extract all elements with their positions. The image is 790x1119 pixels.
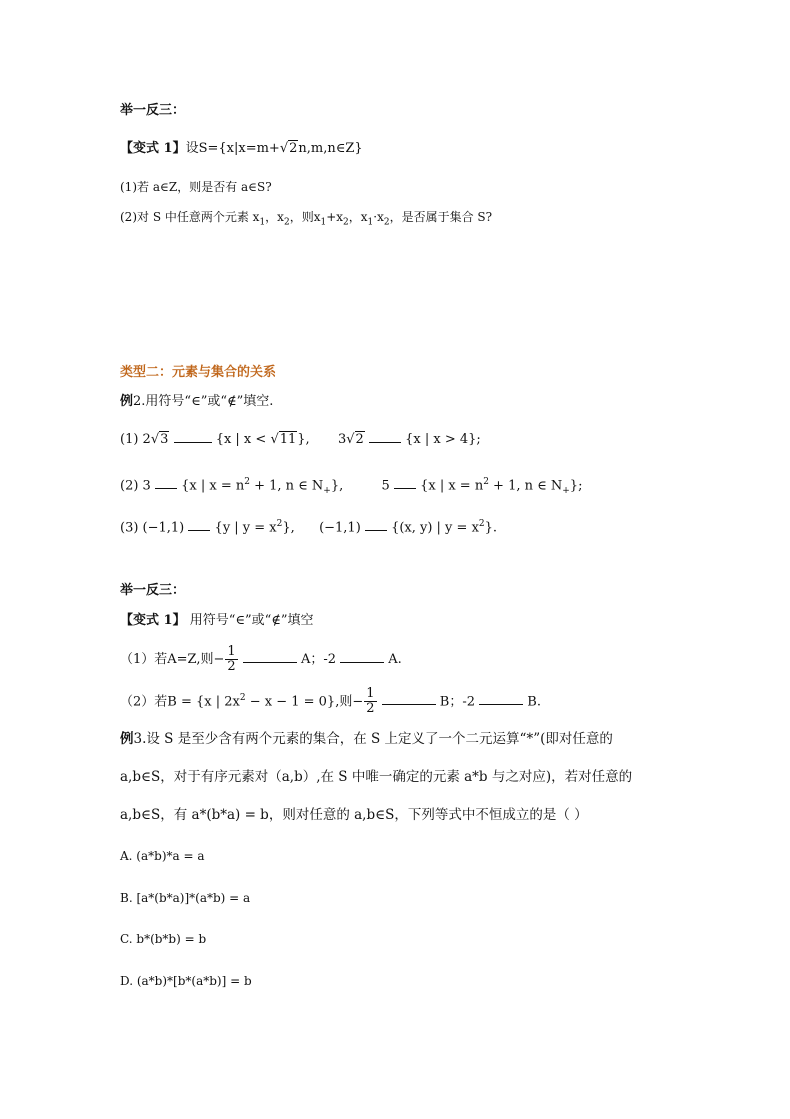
part-text: A. — [388, 652, 402, 667]
set-expr: {x | x > 4}; — [405, 432, 481, 447]
question-1: (1)若 a∈Z，则是否有 a∈S? — [120, 180, 272, 194]
part-text: （2）若B = {x | 2x — [120, 694, 240, 710]
answer-blank[interactable] — [340, 650, 384, 663]
example-2-row-3 — [120, 514, 497, 538]
set-expr: + 1, n ∈ N — [488, 478, 563, 494]
question-2 — [120, 207, 492, 232]
example-2-row-1 — [120, 430, 481, 450]
expr: 3 — [337, 432, 347, 447]
sqrt-symbol: √3 — [150, 432, 169, 447]
q2-text: ，x — [348, 210, 368, 224]
sup: 2 — [483, 477, 489, 487]
radicand: 3 — [160, 432, 169, 447]
q2-text: (2)对 S 中任意两个元素 x — [120, 210, 260, 224]
sup: 2 — [276, 519, 283, 529]
expr: (1) 2 — [120, 432, 151, 447]
radicand: 2 — [355, 432, 364, 447]
set-expr: {y | y = x — [214, 520, 277, 536]
practice-title-1: 举一反三： — [120, 103, 186, 118]
set-expr: {x | x = n — [420, 478, 484, 494]
sup: 2 — [244, 477, 250, 487]
answer-blank[interactable] — [382, 692, 436, 705]
variant-1b-part-1 — [120, 645, 402, 675]
example-text: 2.用符号“∈”或“∉”填空. — [133, 394, 274, 409]
set-expr: {x | x = n — [181, 478, 245, 494]
sqrt-symbol: √11 — [270, 432, 297, 447]
q2-text: +x — [326, 210, 344, 224]
answer-blank[interactable] — [243, 650, 297, 663]
section-heading: 类型二：元素与集合的关系 — [120, 365, 277, 380]
sqrt-symbol: √2 — [346, 432, 364, 447]
sub: 2 — [283, 217, 290, 228]
variant-1b-statement — [120, 611, 314, 631]
expr: (2) 3 — [120, 478, 151, 494]
option-b[interactable]: B. [a*(b*a)]*(a*b) = a — [120, 891, 251, 905]
example-2-row-2 — [120, 472, 582, 501]
variant-1-statement — [120, 139, 363, 159]
example-3-line-1 — [120, 729, 613, 749]
sub: 1 — [320, 217, 327, 228]
variant-text: 用符号“∈”或“∉”填空 — [185, 613, 314, 628]
expr: 5 — [381, 478, 390, 494]
q2-text: ，x — [265, 210, 284, 224]
set-expr: }, — [330, 478, 344, 494]
numerator: 1 — [227, 644, 236, 659]
set-expr: }; — [569, 478, 583, 494]
set-expr: {x | x < — [215, 432, 271, 447]
sub: 1 — [367, 217, 374, 228]
part-text: − x − 1 = 0},则− — [245, 694, 364, 710]
option-c[interactable]: C. b*(b*b) = b — [120, 932, 207, 946]
example-text: 3.设 S 是至少含有两个元素的集合，在 S 上定义了一个二元运算“*”(即对任意的 — [133, 731, 613, 747]
example-label: 例 — [120, 394, 134, 409]
part-text: （1）若A=Z,则− — [120, 652, 225, 667]
part-text: B. — [527, 694, 541, 710]
q2-text: ，是否属于集合 S? — [389, 210, 493, 224]
practice-title-2: 举一反三： — [120, 583, 186, 598]
answer-blank[interactable] — [365, 518, 387, 531]
sub: 2 — [383, 217, 390, 228]
q2-text: ，则x — [289, 210, 321, 224]
part-text: A；-2 — [300, 652, 337, 667]
variant-label: 【变式 1】 — [120, 141, 186, 156]
denominator: 2 — [366, 701, 375, 717]
sub: + — [562, 485, 570, 496]
expr: (−1,1) — [319, 520, 361, 536]
example-label: 例 — [120, 731, 134, 747]
variant-text: 设S={x|x=m+ — [185, 141, 280, 156]
option-a[interactable]: A. (a*b)*a = a — [120, 849, 205, 863]
numerator: 1 — [366, 686, 375, 702]
option-d[interactable]: D. (a*b)*[b*(a*b)] = b — [120, 974, 252, 988]
sup: 2 — [239, 693, 246, 703]
sqrt-symbol: √2 — [279, 141, 298, 156]
part-text: B；-2 — [439, 694, 476, 710]
variant-label: 【变式 1】 — [120, 613, 186, 628]
set-expr: }, — [297, 432, 310, 447]
answer-blank[interactable] — [394, 476, 416, 489]
sub: 1 — [259, 217, 266, 228]
answer-blank[interactable] — [479, 692, 523, 705]
radicand: 11 — [279, 432, 297, 447]
set-expr: {(x, y) | y = x — [391, 520, 479, 536]
variant-1b-part-2 — [120, 683, 541, 717]
answer-blank[interactable] — [155, 476, 177, 489]
answer-blank[interactable] — [369, 430, 401, 443]
set-expr: }, — [282, 520, 295, 536]
example-3-line-3: a,b∈S，有 a*(b*a) = b，则对任意的 a,b∈S，下列等式中不恒成立的是（ ） — [120, 807, 588, 823]
example-3-line-2: a,b∈S，对于有序元素对（a,b）,在 S 中唯一确定的元素 a*b 与之对应)，若对任意的 — [120, 769, 633, 785]
fraction — [364, 687, 376, 716]
answer-blank[interactable] — [174, 430, 212, 443]
variant-tail: n,m,n∈Z} — [298, 141, 363, 156]
fraction — [225, 645, 237, 674]
sub: + — [323, 485, 331, 496]
q2-text: ·x — [373, 210, 384, 224]
set-expr: + 1, n ∈ N — [249, 478, 324, 494]
radicand: 2 — [289, 141, 298, 156]
expr: (3) (−1,1) — [120, 520, 185, 536]
sup: 2 — [478, 519, 485, 529]
answer-blank[interactable] — [188, 518, 210, 531]
denominator: 2 — [227, 659, 236, 674]
set-expr: }. — [484, 520, 498, 536]
example-2-statement — [120, 392, 273, 412]
sub: 2 — [343, 217, 349, 228]
